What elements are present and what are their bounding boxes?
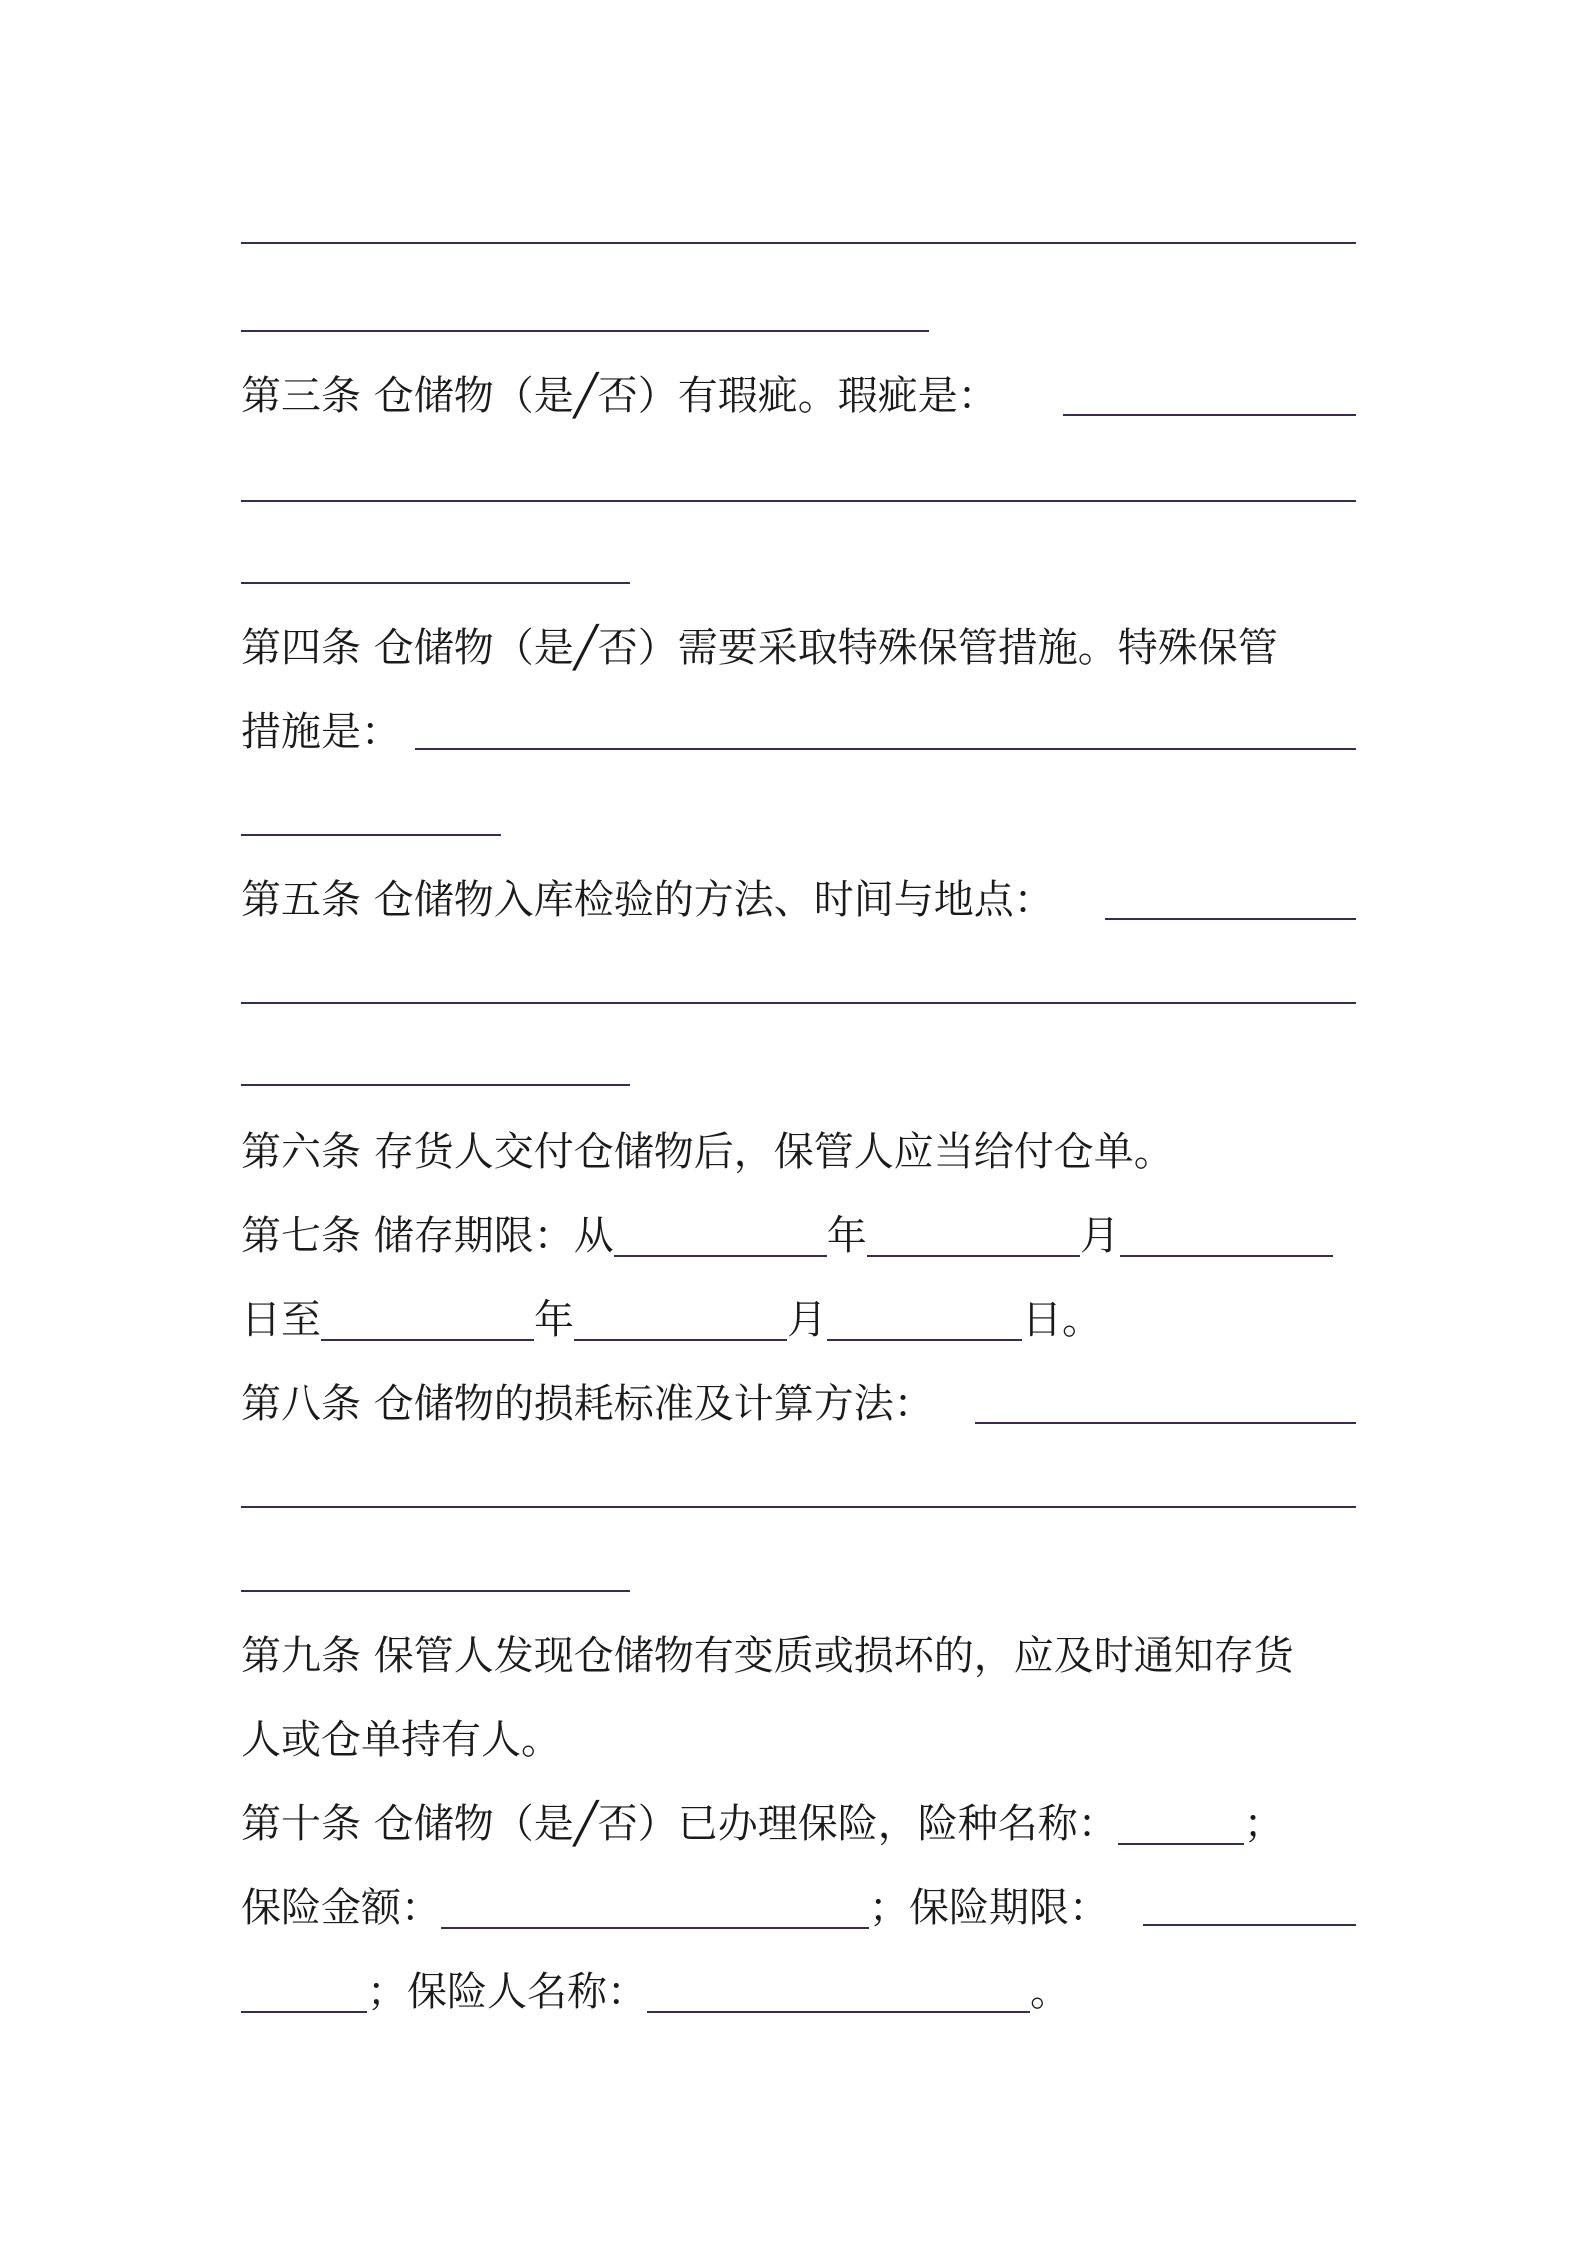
blank-line[interactable]	[241, 242, 1356, 244]
article-9-text: 第九条 保管人发现仓储物有变质或损坏的，应及时通知存货	[241, 1633, 1294, 1679]
blank-line[interactable]	[241, 582, 630, 584]
blank-line[interactable]	[975, 1422, 1356, 1424]
year-field[interactable]	[614, 1215, 827, 1257]
article-5-text: 第五条 仓储物入库检验的方法、时间与地点：	[241, 877, 1054, 923]
end-day-label: 日。	[1022, 1297, 1102, 1343]
insurer-label: ；保险人名称：	[367, 1969, 647, 2015]
end-mark: 。	[1030, 1969, 1070, 2015]
insurance-period-field-2[interactable]	[241, 1971, 367, 2013]
day-to-label: 日至	[241, 1297, 321, 1343]
month-label: 月	[1079, 1213, 1120, 1259]
article-9-cont	[241, 1710, 1356, 1770]
article-10-cont-2	[241, 1962, 1356, 2022]
period-label: ；保险期限：	[869, 1885, 1109, 1931]
blank-line[interactable]	[241, 500, 1356, 502]
blank-line[interactable]	[241, 1506, 1356, 1508]
article-3-text: 第三条 仓储物（是╱否）有瑕疵。瑕疵是：	[241, 373, 998, 419]
amount-label: 保险金额：	[241, 1885, 441, 1931]
end-day-field[interactable]	[827, 1299, 1022, 1341]
end-year-field[interactable]	[321, 1299, 534, 1341]
day-field[interactable]	[1120, 1215, 1333, 1257]
blank-line[interactable]	[1063, 414, 1356, 416]
blank-line[interactable]	[241, 330, 929, 332]
article-10-text: 第十条 仓储物（是╱否）已办理保险，险种名称：	[241, 1801, 1118, 1847]
article-4-cont	[241, 702, 1356, 762]
insurer-name-field[interactable]	[647, 1971, 1030, 2013]
month-field[interactable]	[867, 1215, 1080, 1257]
insurance-period-field[interactable]	[1143, 1924, 1356, 1926]
article-10	[241, 1794, 1356, 1854]
blank-line[interactable]	[415, 748, 1356, 750]
semicolon: ；	[1243, 1801, 1284, 1847]
article-7-text: 第七条 储存期限：从	[241, 1213, 614, 1259]
article-4-text-2: 措施是：	[241, 709, 401, 755]
blank-line[interactable]	[241, 1002, 1356, 1004]
article-5	[241, 870, 1356, 930]
end-year-label: 年	[534, 1297, 574, 1343]
blank-line[interactable]	[241, 834, 501, 836]
end-month-label: 月	[787, 1297, 827, 1343]
insurance-amount-field[interactable]	[441, 1887, 869, 1929]
article-10-cont	[241, 1878, 1356, 1938]
article-7	[241, 1206, 1356, 1266]
blank-line[interactable]	[1105, 918, 1356, 920]
blank-line[interactable]	[241, 1084, 630, 1086]
article-7-cont	[241, 1290, 1356, 1350]
article-8	[241, 1374, 1356, 1434]
article-9	[241, 1626, 1356, 1686]
year-label: 年	[826, 1213, 867, 1259]
article-3	[241, 366, 1356, 426]
article-9-text-2: 人或仓单持有人。	[241, 1717, 561, 1763]
end-month-field[interactable]	[574, 1299, 787, 1341]
article-6-text: 第六条 存货人交付仓储物后，保管人应当给付仓单。	[241, 1129, 1174, 1175]
insurance-type-field[interactable]	[1118, 1803, 1244, 1845]
article-4-text: 第四条 仓储物（是╱否）需要采取特殊保管措施。特殊保管	[241, 625, 1278, 671]
blank-line[interactable]	[241, 1590, 630, 1592]
article-4	[241, 618, 1356, 678]
article-8-text: 第八条 仓储物的损耗标准及计算方法：	[241, 1381, 934, 1427]
article-6	[241, 1122, 1356, 1182]
